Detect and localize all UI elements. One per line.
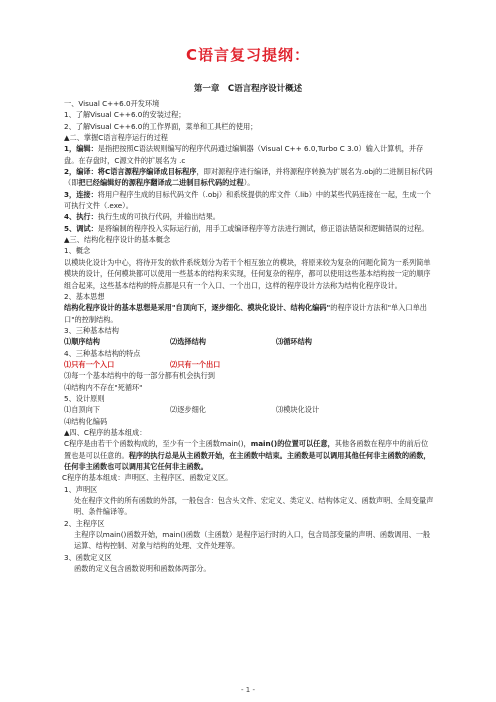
emphasis-text: 将C语言源程序编译成目标程序 — [97, 167, 197, 177]
list-item: 1、了解Visual C++6.0的安装过程； — [64, 110, 186, 120]
paragraph — [62, 223, 434, 234]
term-text: 是将编制的程序投入实际运行前，用手工或编译程序等方法进行测试，修正语法错误和逻辑错误的过程。 — [97, 223, 429, 233]
paragraph — [62, 438, 434, 472]
list-item: ⑶循环结构 — [276, 337, 312, 347]
feature-list — [62, 359, 434, 370]
term-label: 4、执行： — [64, 212, 98, 222]
principle-list — [62, 404, 434, 415]
term-text: 其他各函数在程序中的前后位置也是可以任意的。 — [64, 439, 429, 460]
list-item: ⑴自顶向下 — [64, 405, 100, 415]
paragraph: 处在程序文件的所有函数的外部，一般包含：包含头文件、宏定义、类定义、结构体定义、函数声明、全局变量声明、条件编译等。 — [74, 496, 434, 517]
list-item: ⑴顺序结构 — [64, 337, 100, 347]
subsection-heading: 3、三种基本结构 — [64, 325, 119, 335]
emphasis-text: 把已经编辑好的源程序翻译成二进制目标代码的过程 — [78, 178, 244, 188]
subsection-heading: 2、基本思想 — [64, 291, 105, 301]
term-text: C程序是由若干个函数构成的，至少有一个主函数main()， — [64, 439, 251, 449]
emphasis-text: 结构化程序设计的基本思想是采用"自顶向下，逐步细化、模块化设计、结构化编码" — [64, 303, 331, 313]
term-text: 将用户程序生成的目标代码文件（.obj）和系统提供的库文件（.lib）中的某些代码连接在一起，生成一个可执行文件（.exe）。 — [64, 189, 431, 211]
page-title: C语言复习提纲： — [185, 46, 310, 64]
term-text: ）。 — [243, 178, 255, 188]
paragraph — [62, 302, 434, 325]
subsection-heading: 5、设计原则 — [64, 393, 105, 403]
list-item: ⑵逐步细化 — [170, 405, 206, 415]
term-text: 是指把按照C语法规则编写的程序代码通过编辑器（Visual C++ 6.0,Turbo C 3.0）输入计算机，并存盘。在存盘时，C源文件的扩展名为 .c — [64, 144, 424, 165]
list-item: ⑴只有一个入口 — [64, 359, 115, 369]
term-text: ，即对源程序进行编译，并将源程序转换为扩展名为.obj的二进制目标代码（即 — [64, 167, 433, 188]
list-item: 2、了解Visual C++6.0的工作界面，菜单和工具栏的使用； — [64, 121, 258, 131]
summary-line: C程序的基本组成：声明区、主程序区、函数定义区。 — [62, 473, 233, 483]
list-item: ⑷结构化编码 — [64, 416, 108, 426]
term-label: 3，连接： — [64, 189, 98, 199]
paragraph: 以模块化设计为中心，将待开发的软件系统划分为若干个相互独立的模块，将原来较为复杂的问题化简为一系列简单模块的设计，任何模块都可以使用一些基本的结构来实现，任何复杂的程序，都可以使用这些基本结构按一定的顺序组合起来，这些基本结构的特点都是只有一个入口、一个出口，这样的程序设计方法称为结构化程序设计。 — [64, 257, 431, 290]
paragraph: 主程序以main()函数开始，main()函数（主函数）是程序运行时的入口，包含局部变量的声明、函数调用、一般运算、结构控制、对象与结构的处理、文件处理等。 — [74, 530, 431, 551]
emphasis-text: 程序的执行总是从主函数开始，在主函数中结束。主函数是可以调用其他任何非主函数的函数，任何非主函数也可以调用其它任何非主函数。 — [64, 450, 431, 471]
section-heading: 一、Visual C++6.0开发环境 — [64, 99, 160, 108]
emphasis-text: main()的位置可以任意， — [250, 439, 335, 449]
term-text: 执行生成的可执行代码，并输出结果。 — [97, 212, 220, 222]
chapter-heading: 第一章 C语言程序设计概述 — [193, 84, 303, 94]
paragraph — [62, 143, 434, 166]
paragraph: 函数的定义包含函数说明和函数体两部分。 — [74, 564, 211, 574]
subsection-heading: 2、主程序区 — [64, 518, 105, 528]
subsection-heading: 4、三种基本结构的特点 — [64, 348, 141, 358]
list-item: ⑶模块化设计 — [276, 405, 320, 415]
subsection-heading: 1、概念 — [64, 246, 91, 256]
list-item: ⑵选择结构 — [170, 337, 206, 347]
document-body — [62, 98, 434, 574]
list-item: ⑵只有一个出口 — [170, 359, 221, 369]
section-heading: ▲四、C程序的基本组成： — [64, 427, 147, 437]
paragraph — [62, 166, 434, 189]
page-number: - 1 - — [241, 686, 255, 694]
term-text: 的程序设计方法和"单入口单出口"的控制结构。 — [64, 303, 427, 324]
term-label: 2，编译： — [64, 167, 98, 177]
paragraph — [62, 189, 434, 212]
subsection-heading: 3、函数定义区 — [64, 552, 112, 562]
term-label: 5、调试： — [64, 223, 98, 233]
list-item: ⑷结构内不存在"死循环" — [64, 382, 143, 392]
term-label: 1，编辑： — [64, 144, 98, 154]
paragraph — [62, 211, 434, 222]
structure-list — [62, 336, 434, 347]
section-heading: ▲三、结构化程序设计的基本概念 — [64, 235, 171, 245]
section-heading: ▲二、掌握C语言程序运行的过程 — [64, 133, 168, 143]
subsection-heading: 1、声明区 — [64, 484, 98, 494]
list-item: ⑶每一个基本结构中的每一部分都有机会执行到 — [64, 371, 215, 381]
